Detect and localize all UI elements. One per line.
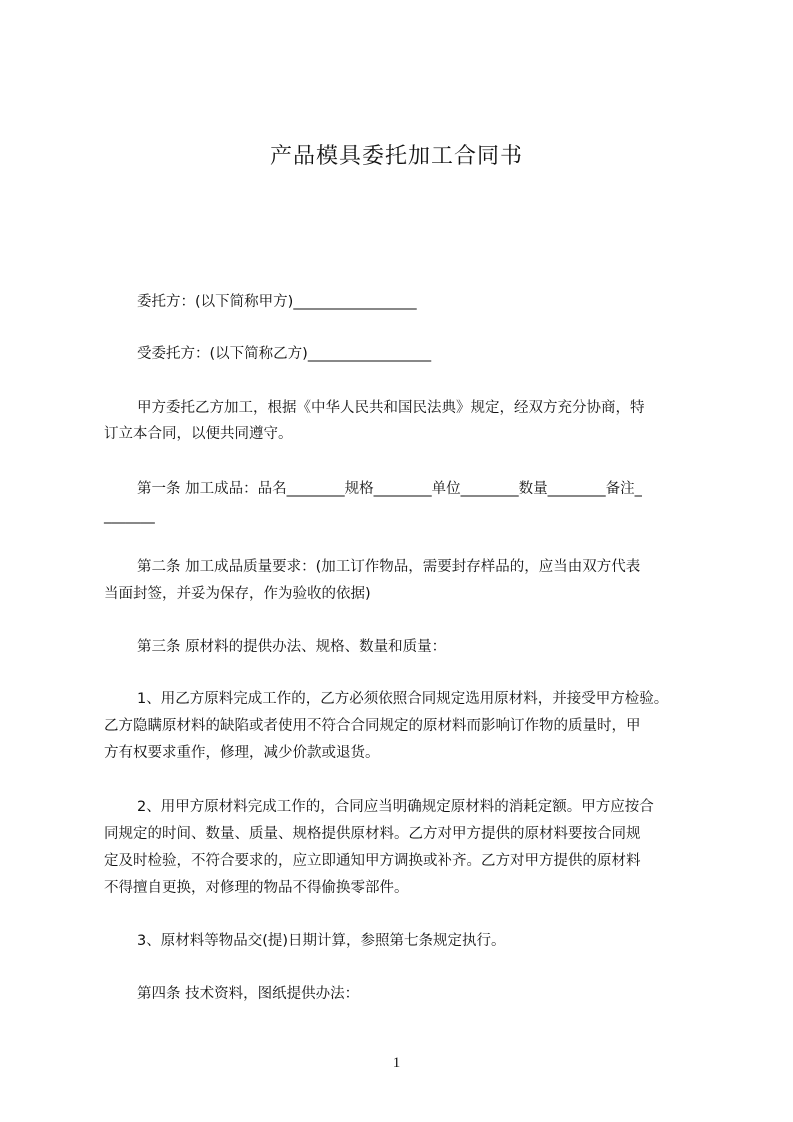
document-title: 产品模具委托加工合同书 (269, 144, 523, 169)
item1-line-3: 方有权要求重作，修理，减少价款或退货。 (104, 745, 380, 761)
article2-line-1: 第二条 加工成品质量要求：(加工订作物品，需要封存样品的，应当由双方代表 (137, 559, 641, 575)
item2-line-4: 不得擅自更换，对修理的物品不得偷换零部件。 (104, 880, 409, 896)
item2-line-3: 定及时检验，不符合要求的，应立即通知甲方调换或补齐。乙方对甲方提供的原材料 (104, 853, 641, 869)
article4-heading: 第四条 技术资料，图纸提供办法： (137, 986, 360, 1002)
party-b-line: 受委托方：(以下简称乙方)_________________ (137, 346, 432, 362)
intro-line-2: 订立本合同，以便共同遵守。 (104, 426, 293, 442)
party-a-line: 委托方：(以下简称甲方)_________________ (137, 294, 417, 310)
article3-heading: 第三条 原材料的提供办法、规格、数量和质量： (137, 639, 447, 655)
article2-line-2: 当面封签，并妥为保存，作为验收的依据) (104, 586, 371, 602)
article1-line-1: 第一条 加工成品：品名________规格________单位________数量________备注_ (137, 481, 642, 497)
item2-line-1: 2、用甲方原材料完成工作的，合同应当明确规定原材料的消耗定额。甲方应按合 (137, 799, 654, 815)
item1-line-2: 乙方隐瞒原材料的缺陷或者使用不符合合同规定的原材料而影响订作物的质量时，甲 (104, 718, 641, 734)
intro-line-1: 甲方委托乙方加工，根据《中华人民共和国民法典》规定，经双方充分协商，特 (137, 400, 645, 416)
item2-line-2: 同规定的时间、数量、质量、规格提供原材料。乙方对甲方提供的原材料要按合同规 (104, 826, 641, 842)
article1-line-2: _______ (104, 508, 155, 524)
page-number: 1 (392, 1055, 401, 1071)
item3-line: 3、原材料等物品交(提)日期计算，参照第七条规定执行。 (137, 933, 506, 949)
item1-line-1: 1、用乙方原料完成工作的，乙方必须依照合同规定选用原材料，并接受甲方检验。 (137, 691, 669, 707)
